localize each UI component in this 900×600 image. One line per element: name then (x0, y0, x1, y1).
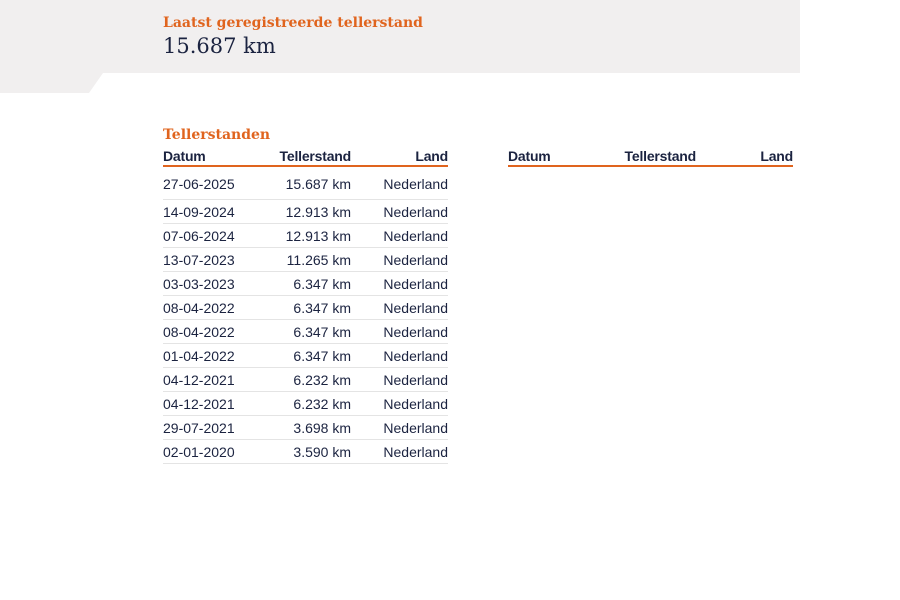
reading-country: Nederland (351, 416, 448, 440)
table-row (163, 200, 448, 224)
reading-date: 29-07-2021 (163, 416, 263, 440)
table-row (163, 368, 448, 392)
last-reading-value: 15.687 km (163, 34, 276, 58)
table-row (163, 344, 448, 368)
reading-value: 6.347 km (263, 296, 351, 320)
table-row (163, 272, 448, 296)
date-column-header: Datum (163, 148, 263, 166)
table-row (163, 392, 448, 416)
last-reading-label: Laatst geregistreerde tellerstand (163, 15, 423, 31)
reading-date: 27-06-2025 (163, 166, 263, 200)
reading-date: 08-04-2022 (163, 320, 263, 344)
reading-date: 13-07-2023 (163, 248, 263, 272)
country-column-header: Land (351, 148, 448, 166)
readings-table-right (508, 148, 793, 167)
readings-title: Tellerstanden (163, 127, 271, 143)
reading-value: 3.590 km (263, 440, 351, 464)
reading-date: 01-04-2022 (163, 344, 263, 368)
table-row (163, 320, 448, 344)
reading-country: Nederland (351, 200, 448, 224)
reading-country: Nederland (351, 296, 448, 320)
reading-date: 14-09-2024 (163, 200, 263, 224)
table-row (163, 248, 448, 272)
reading-value: 11.265 km (263, 248, 351, 272)
reading-date: 04-12-2021 (163, 392, 263, 416)
reading-country: Nederland (351, 392, 448, 416)
reading-date: 08-04-2022 (163, 296, 263, 320)
reading-column-header: Tellerstand (263, 148, 351, 166)
reading-value: 6.232 km (263, 392, 351, 416)
reading-country: Nederland (351, 272, 448, 296)
reading-country: Nederland (351, 224, 448, 248)
reading-value: 15.687 km (263, 166, 351, 200)
readings-table-left (163, 148, 448, 464)
country-column-header: Land (696, 148, 793, 166)
table-row (163, 440, 448, 464)
reading-date: 02-01-2020 (163, 440, 263, 464)
table-row (163, 166, 448, 200)
reading-date: 07-06-2024 (163, 224, 263, 248)
reading-value: 12.913 km (263, 200, 351, 224)
reading-value: 3.698 km (263, 416, 351, 440)
reading-value: 12.913 km (263, 224, 351, 248)
reading-country: Nederland (351, 248, 448, 272)
reading-country: Nederland (351, 440, 448, 464)
reading-date: 04-12-2021 (163, 368, 263, 392)
readings-table-body (163, 166, 448, 464)
readings-header-row (508, 148, 793, 166)
reading-date: 03-03-2023 (163, 272, 263, 296)
table-row (163, 224, 448, 248)
last-reading-band (0, 0, 800, 93)
table-row (163, 416, 448, 440)
reading-country: Nederland (351, 344, 448, 368)
reading-value: 6.347 km (263, 344, 351, 368)
reading-value: 6.347 km (263, 272, 351, 296)
reading-country: Nederland (351, 320, 448, 344)
reading-column-header: Tellerstand (608, 148, 696, 166)
date-column-header: Datum (508, 148, 608, 166)
reading-country: Nederland (351, 166, 448, 200)
reading-value: 6.232 km (263, 368, 351, 392)
reading-country: Nederland (351, 368, 448, 392)
table-row (163, 296, 448, 320)
readings-header-row (163, 148, 448, 166)
reading-value: 6.347 km (263, 320, 351, 344)
